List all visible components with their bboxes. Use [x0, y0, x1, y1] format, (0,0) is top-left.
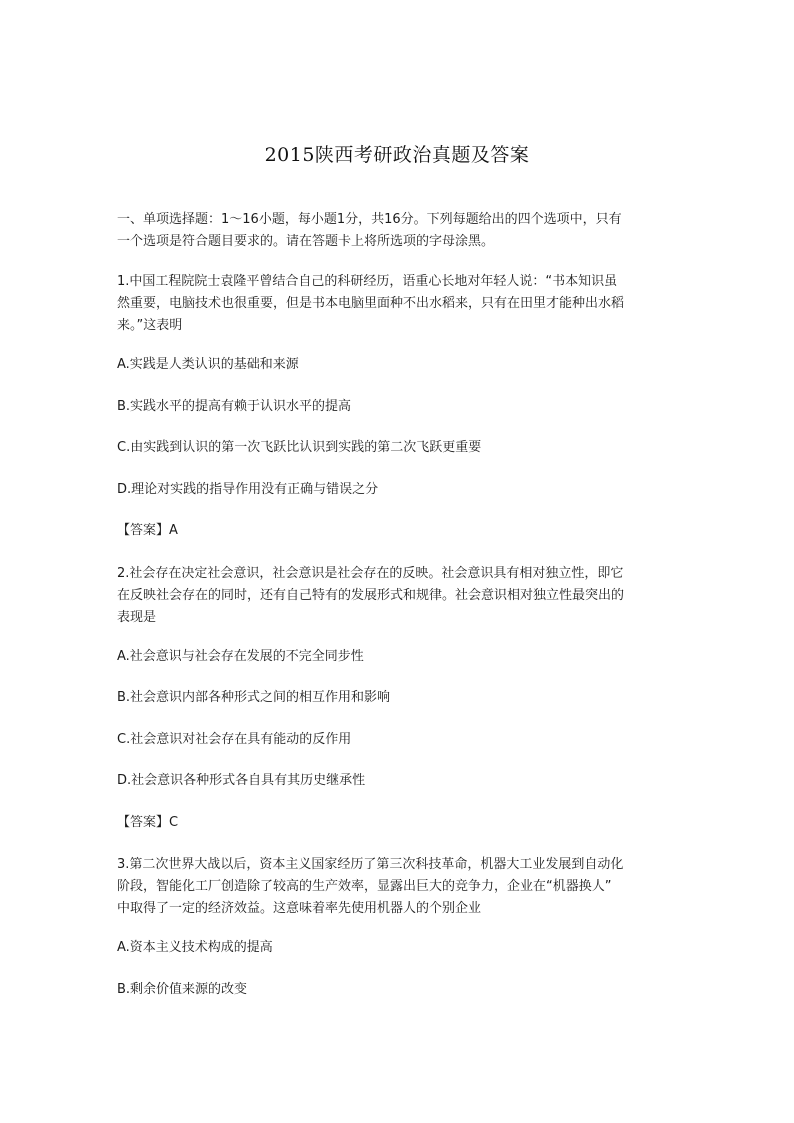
question-3-option-b: B.剩余价值来源的改变	[117, 982, 248, 997]
question-line: 3.第二次世界大战以后，资本主义国家经历了第三次科技革命，机器大工业发展到自动化	[117, 857, 624, 872]
question-line: 2.社会存在决定社会意识，社会意识是社会存在的反映。社会意识具有相对独立性，即它	[117, 566, 624, 581]
question-3-option-a: A.资本主义技术构成的提高	[117, 940, 273, 955]
question-2-answer: 【答案】C	[117, 815, 179, 830]
question-line: 表现是	[117, 610, 157, 625]
question-line: 阶段，智能化工厂创造除了较高的生产效率，显露出巨大的竞争力，企业在“机器换人”	[117, 879, 612, 894]
instruction-line: 一个选项是符合题目要求的。请在答题卡上将所选项的字母涂黑。	[117, 234, 495, 249]
question-2-option-a: A.社会意识与社会存在发展的不完全同步性	[117, 649, 364, 664]
question-line: 1.中国工程院院士袁隆平曾结合自己的科研经历，语重心长地对年轻人说：“书本知识虽	[117, 274, 618, 289]
question-line: 中取得了一定的经济效益。这意味着率先使用机器人的个别企业	[117, 901, 482, 916]
question-1-option-c: C.由实践到认识的第一次飞跃比认识到实践的第二次飞跃更重要	[117, 440, 482, 455]
question-2-option-d: D.社会意识各种形式各自具有其历史继承性	[117, 773, 366, 788]
question-line: 然重要，电脑技术也很重要，但是书本电脑里面种不出水稻来，只有在田里才能种出水稻	[117, 296, 625, 311]
question-1-option-a: A.实践是人类认识的基础和来源	[117, 357, 299, 372]
question-2-option-b: B.社会意识内部各种形式之间的相互作用和影响	[117, 690, 391, 705]
question-2-stem	[117, 563, 677, 629]
question-1-option-d: D.理论对实践的指导作用没有正确与错误之分	[117, 482, 379, 497]
question-1-option-b: B.实践水平的提高有赖于认识水平的提高	[117, 399, 352, 414]
page-title: 2015陕西考研政治真题及答案	[264, 144, 530, 166]
question-2-option-c: C.社会意识对社会存在具有能动的反作用	[117, 732, 352, 747]
question-line: 来。”这表明	[117, 318, 183, 333]
question-line: 在反映社会存在的同时，还有自己特有的发展形式和规律。社会意识相对独立性最突出的	[117, 588, 625, 603]
section-instructions	[117, 209, 677, 253]
question-1-stem	[117, 271, 677, 337]
question-1-answer: 【答案】A	[117, 523, 178, 538]
question-3-stem	[117, 854, 677, 920]
instruction-line: 一、单项选择题：1～16小题，每小题1分，共16分。下列每题给出的四个选项中，只有	[117, 212, 622, 227]
